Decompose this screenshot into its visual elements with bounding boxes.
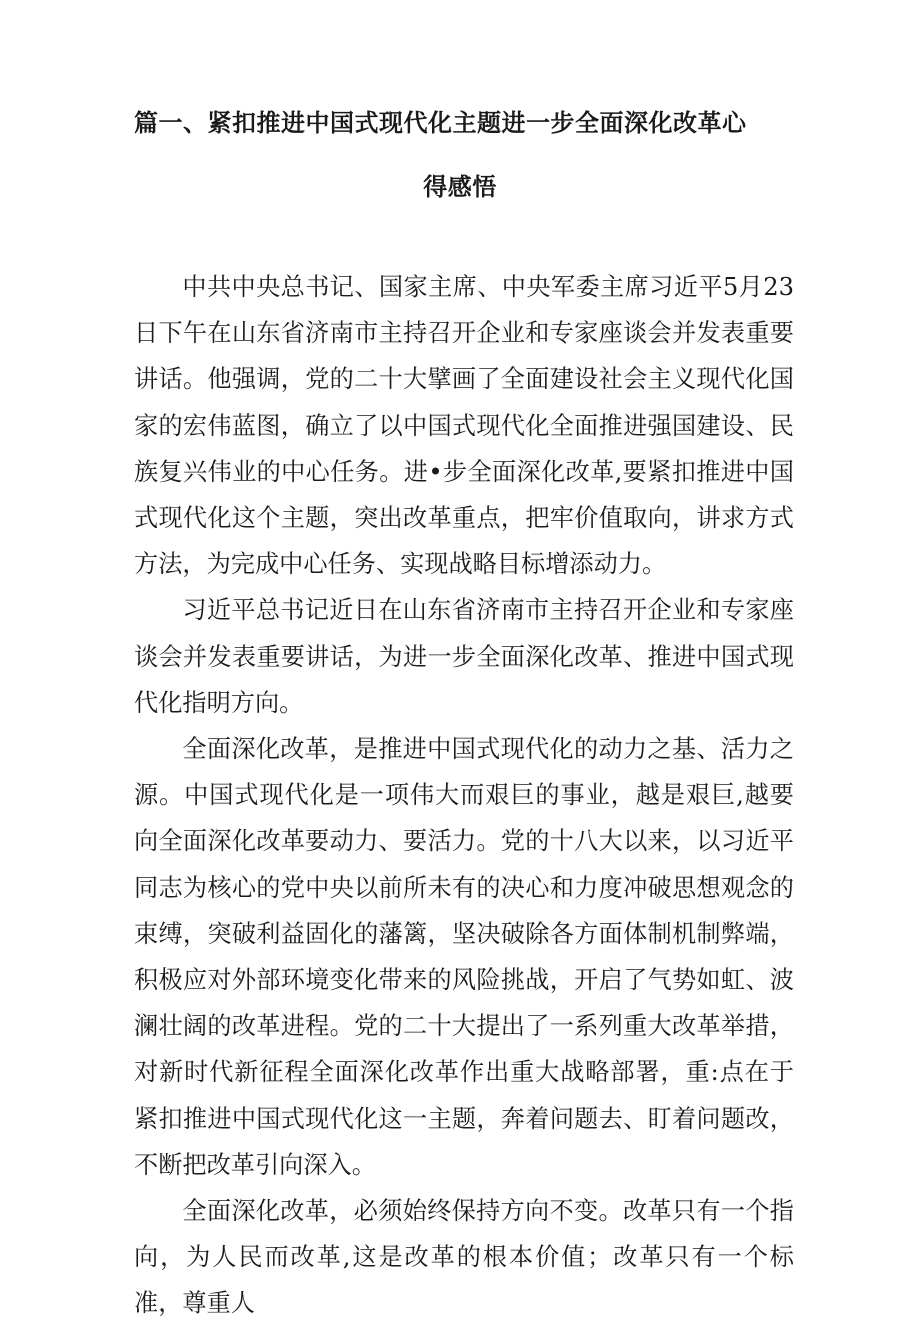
document-title-line1: 篇一、紧扣推进中国式现代化主题进一步全面深化改革心	[134, 109, 747, 137]
body-paragraph-3: 全面深化改革，是推进中国式现代化的动力之基、活力之源。中国式现代化是一项伟大而艰巨的事业，越是艰巨,越要向全面深化改革要动力、要活力。党的十八大以来，以习近平同志为核心的党中央以前所未有的决心和力度冲破思想观念的束缚，突破利益固化的藩篱，坚决破除各方面体制机制弊端，积极应对外部环境变化带来的风险挑战，开启了气势如虹、波澜壮阔的改革进程。党的二十大提出了一系列重大改革举措，对新时代新征程全面深化改革作出重大战略部署，重:点在于紧扣推进中国式现代化这一主题，奔着问题去、盯着问题改，不断把改革引向深入。	[134, 735, 794, 1179]
body-paragraph-4: 全面深化改革，必须始终保持方向不变。改革只有一个指向，为人民而改革,这是改革的根本价值；改革只有一个标准，尊重人	[134, 1197, 794, 1318]
body-paragraph-2: 习近平总书记近日在山东省济南市主持召开企业和专家座谈会并发表重要讲话，为进一步全面深化改革、推进中国式现代化指明方向。	[134, 596, 794, 717]
document-title-line2: 得感悟	[423, 173, 497, 201]
body-paragraph-1: 中共中央总书记、国家主席、中央军委主席习近平5月23日下午在山东省济南市主持召开企业和专家座谈会并发表重要讲话。他强调，党的二十大擘画了全面建设社会主义现代化国家的宏伟蓝图，确立了以中国式现代化全面推进强国建设、民族复兴伟业的中心任务。进•步全面深化改革,要紧扣推进中国式现代化这个主题，突出改革重点，把牢价值取向，讲求方式方法，为完成中心任务、实现战略目标增添动力。	[134, 273, 794, 579]
document-body	[134, 264, 794, 1327]
